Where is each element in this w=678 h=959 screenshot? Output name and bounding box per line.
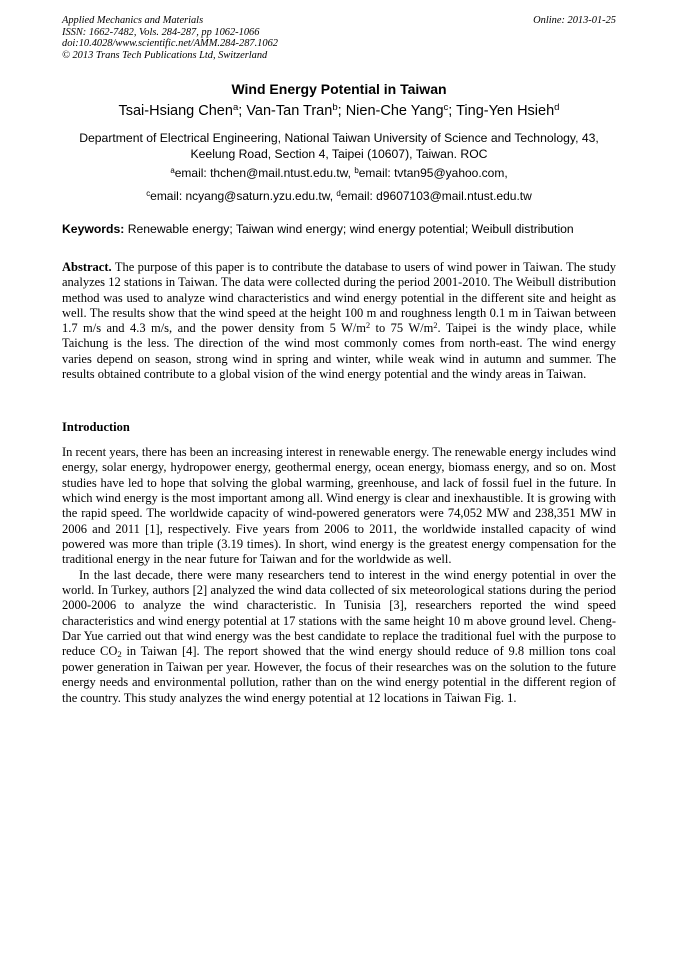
subscript: 2 bbox=[117, 649, 122, 660]
abstract-text: The purpose of this paper is to contribute the database to users of wind power in Taiwan. The study analyzes 12 stations in Taiwan. The data were collected during the period 2001-2010. The Weibull distribution method was used to analyze wind characteristics and wind energy potential in the different site and height as well. The results show that the wind speed at the height 100 m and roughness length 0.1 m in Taiwan between 1.7 m/s and 4.3 m/s, and the power density from 5 W/m bbox=[62, 260, 616, 336]
author-separator: ; bbox=[238, 103, 247, 119]
author-name: Ting-Yen Hsieh bbox=[456, 103, 555, 119]
doi-line: doi:10.4028/www.scientific.net/AMM.284-287.1062 bbox=[62, 38, 278, 50]
abstract-label: Abstract. bbox=[62, 260, 112, 274]
email-line bbox=[0, 189, 678, 203]
paper-title: Wind Energy Potential in Taiwan bbox=[231, 81, 447, 97]
abstract-text: . Taipei is the windy place, while Taichung is the less. The direction of the wind most commonly comes from north-east. The wind energy varies depend on season, strong wind in spring and winter, while weak wind in autumn and summer. The results obtained contribute to a global vision of the wind energy potential and the windy areas in Taiwan. bbox=[62, 321, 617, 382]
author-name: Tsai-Hsiang Chen bbox=[118, 103, 233, 119]
author-separator: ; bbox=[337, 103, 346, 119]
abstract-text: to 75 W/m bbox=[370, 321, 434, 336]
copyright-line: © 2013 Trans Tech Publications Ltd, Switzerland bbox=[62, 49, 268, 61]
email-address[interactable]: email: d9607103@mail.ntust.edu.tw bbox=[340, 189, 532, 203]
author-list bbox=[0, 103, 678, 119]
affiliation-line: Department of Electrical Engineering, National Taiwan University of Science and Technology, 43, bbox=[79, 131, 599, 145]
superscript: 2 bbox=[433, 321, 438, 331]
journal-header bbox=[62, 15, 278, 61]
author-name: Van-Tan Tran bbox=[246, 103, 333, 119]
email-mark: b bbox=[354, 166, 359, 176]
keywords bbox=[62, 222, 616, 236]
abstract bbox=[62, 260, 616, 382]
paragraph-text: in Taiwan [4]. The report showed that the wind energy should reduce of 9.8 million tons coal power generation in Taiwan per year. However, the focus of their researches was on the solution to the future energy needs and environmental pollution, rather than on the wind energy potential in the different region of the country. This study analyzes the wind energy potential at 12 locations in Taiwan Fig. 1. bbox=[62, 644, 616, 705]
email-address[interactable]: email: tvtan95@yahoo.com, bbox=[358, 166, 508, 180]
keywords-label: Keywords: bbox=[62, 222, 125, 236]
paragraph bbox=[62, 568, 616, 706]
superscript: 2 bbox=[366, 321, 371, 331]
author-mark: b bbox=[332, 102, 338, 114]
paragraph: In recent years, there has been an increasing interest in renewable energy. The renewable energy includes wind energy, solar energy, hydropower energy, geothermal energy, ocean energy, biomass energy, and so on. Most studies have led to hope that solving the global warming, greenhouse, and lack of fossil fuel in the future. In which wind energy is the most important among all. Wind energy is clear and inexhaustible. It is growing with the rapid speed. The worldwide capacity of wind-powered generators were 74,052 MW and 238,351 MW in 2006 and 2011 [1], respectively. Five years from 2006 to 2011, the worldwide installed capacity of wind powered was more than triple (3.19 times). In short, wind energy is the greatest energy compensation for the traditional energy in the near future for Taiwan and for the worldwide as well. bbox=[62, 445, 616, 567]
author-name: Nien-Che Yang bbox=[345, 103, 444, 119]
author-mark: d bbox=[554, 102, 560, 114]
author-mark: c bbox=[443, 102, 449, 114]
email-line bbox=[0, 166, 678, 180]
paragraph-text: In the last decade, there were many researchers tend to interest in the wind energy potential in over the world. In Turkey, authors [2] analyzed the wind data collected of six meteorological stations during the period 2000-2006 to analyze the wind characteristic. In Tunisia [3], researchers reported the wind speed characteristics and wind energy potential at 17 stations with the same height 10 m above ground level. Cheng-Dar Yue carried out that wind energy was the best candidate to replace the traditional fuel with the purpose to reduce CO bbox=[62, 567, 616, 659]
affiliation-line: Keelung Road, Section 4, Taipei (10607), Taiwan. ROC bbox=[190, 146, 488, 161]
email-address[interactable]: email: ncyang@saturn.yzu.edu.tw, bbox=[150, 189, 337, 203]
email-address[interactable]: email: thchen@mail.ntust.edu.tw, bbox=[174, 166, 355, 180]
affiliation bbox=[62, 131, 616, 162]
author-separator: ; bbox=[448, 103, 457, 119]
email-mark: c bbox=[146, 189, 151, 199]
keywords-text: Renewable energy; Taiwan wind energy; wind energy potential; Weibull distribution bbox=[124, 222, 574, 236]
author-mark: a bbox=[232, 102, 239, 114]
email-mark: d bbox=[336, 189, 341, 199]
journal-name: Applied Mechanics and Materials bbox=[62, 15, 204, 26]
email-mark: a bbox=[170, 166, 175, 176]
issn-line: ISSN: 1662-7482, Vols. 284-287, pp 1062-1066 bbox=[62, 26, 260, 38]
section-heading-introduction: Introduction bbox=[62, 420, 130, 434]
introduction-body bbox=[62, 445, 616, 706]
online-date: Online: 2013-01-25 bbox=[533, 15, 616, 26]
